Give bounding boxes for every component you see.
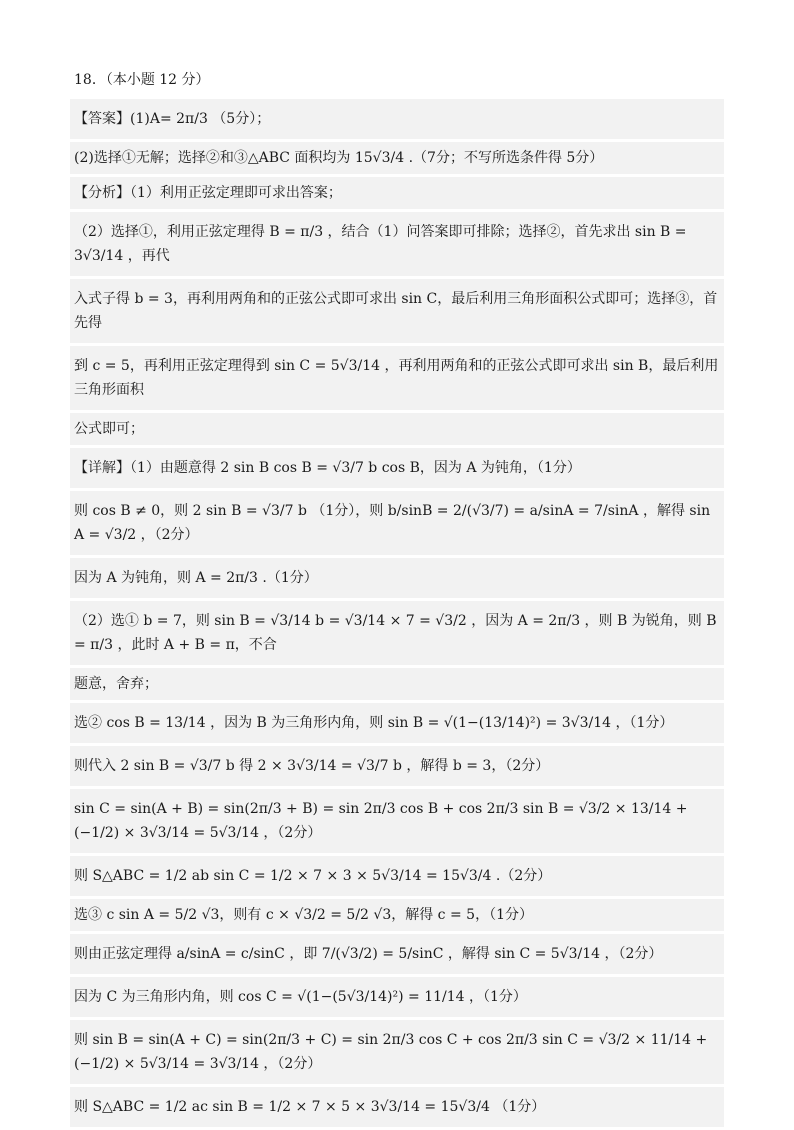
solution-page	[70, 64, 724, 1130]
detail-row-10: 选③ c sin A = 5/2 √3，则有 c × √3/2 = 5/2 √3，解得 c = 5，（1分）	[70, 899, 724, 931]
detail-row-9: 则 S△ABC = 1/2 ab sin C = 1/2 × 7 × 3 × 5√3/14 = 15√3/4 .（2分）	[70, 856, 724, 896]
detail-row-12: 因为 C 为三角形内角，则 cos C = √(1−(5√3/14)²) = 11/14 ，（1分）	[70, 977, 724, 1017]
analysis-label: 【分析】	[74, 185, 130, 201]
answer-label: 【答案】	[74, 111, 130, 127]
analysis-row-1	[70, 177, 724, 209]
detail-row-4: （2）选① b = 7，则 sin B = √3/14 b = √3/14 × 7 = √3/2 ，因为 A = 2π/3 ，则 B 为锐角，则 B = π/3 ，此时 A + B = π，不合	[70, 601, 724, 665]
detail-row-6: 选② cos B = 13/14 ，因为 B 为三角形内角，则 sin B = √(1−(13/14)²) = 3√3/14 ，（1分）	[70, 703, 724, 743]
detail-label: 【详解】	[74, 460, 130, 476]
detail-row-11: 则由正弦定理得 a/sinA = c/sinC ，即 7/(√3/2) = 5/sinC ，解得 sin C = 5√3/14 ，（2分）	[70, 934, 724, 974]
answer-row-2: (2)选择①无解；选择②和③△ABC 面积均为 15√3/4 .（7分；不写所选条件得 5分）	[70, 142, 724, 174]
analysis-1: （1）利用正弦定理即可求出答案；	[130, 185, 342, 201]
analysis-row-2: （2）选择①，利用正弦定理得 B = π/3 ，结合（1）问答案即可排除；选择②，首先求出 sin B = 3√3/14 ，再代	[70, 212, 724, 276]
analysis-row-4: 到 c = 5，再利用正弦定理得到 sin C = 5√3/14 ，再利用两角和的正弦公式即可求出 sin B，最后利用三角形面积	[70, 346, 724, 410]
detail-row-1	[70, 448, 724, 488]
detail-row-3: 因为 A 为钝角，则 A = 2π/3 .（1分）	[70, 558, 724, 598]
detail-row-14: 则 S△ABC = 1/2 ac sin B = 1/2 × 7 × 5 × 3√3/14 = 15√3/4 （1分）	[70, 1087, 724, 1127]
answer-text: (1)A= 2π/3 （5分）；	[130, 111, 271, 127]
detail-row-7: 则代入 2 sin B = √3/7 b 得 2 × 3√3/14 = √3/7 b ，解得 b = 3，（2分）	[70, 746, 724, 786]
analysis-row-5: 公式即可；	[70, 413, 724, 445]
detail-row-8: sin C = sin(A + B) = sin(2π/3 + B) = sin 2π/3 cos B + cos 2π/3 sin B = √3/2 × 13/14 + (−1/2) × 3√3/14 = 5√3/14 ，（2分）	[70, 789, 724, 853]
detail-row-5: 题意，舍弃；	[70, 668, 724, 700]
detail-row-2: 则 cos B ≠ 0，则 2 sin B = √3/7 b （1分），则 b/sinB = 2/(√3/7) = a/sinA = 7/sinA ，解得 sin A = √3/2 ，（2分）	[70, 491, 724, 555]
answer-row	[70, 99, 724, 139]
detail-1: （1）由题意得 2 sin B cos B = √3/7 b cos B，因为 A 为钝角，（1分）	[130, 460, 581, 476]
detail-row-13: 则 sin B = sin(A + C) = sin(2π/3 + C) = sin 2π/3 cos C + cos 2π/3 sin C = √3/2 × 11/14 + (−1/2) × 5√3/14 = 3√3/14 ，（2分）	[70, 1020, 724, 1084]
problem-title: 18．（本小题 12 分）	[74, 72, 210, 88]
analysis-row-3: 入式子得 b = 3，再利用两角和的正弦公式即可求出 sin C，最后利用三角形面积公式即可；选择③，首先得	[70, 279, 724, 343]
